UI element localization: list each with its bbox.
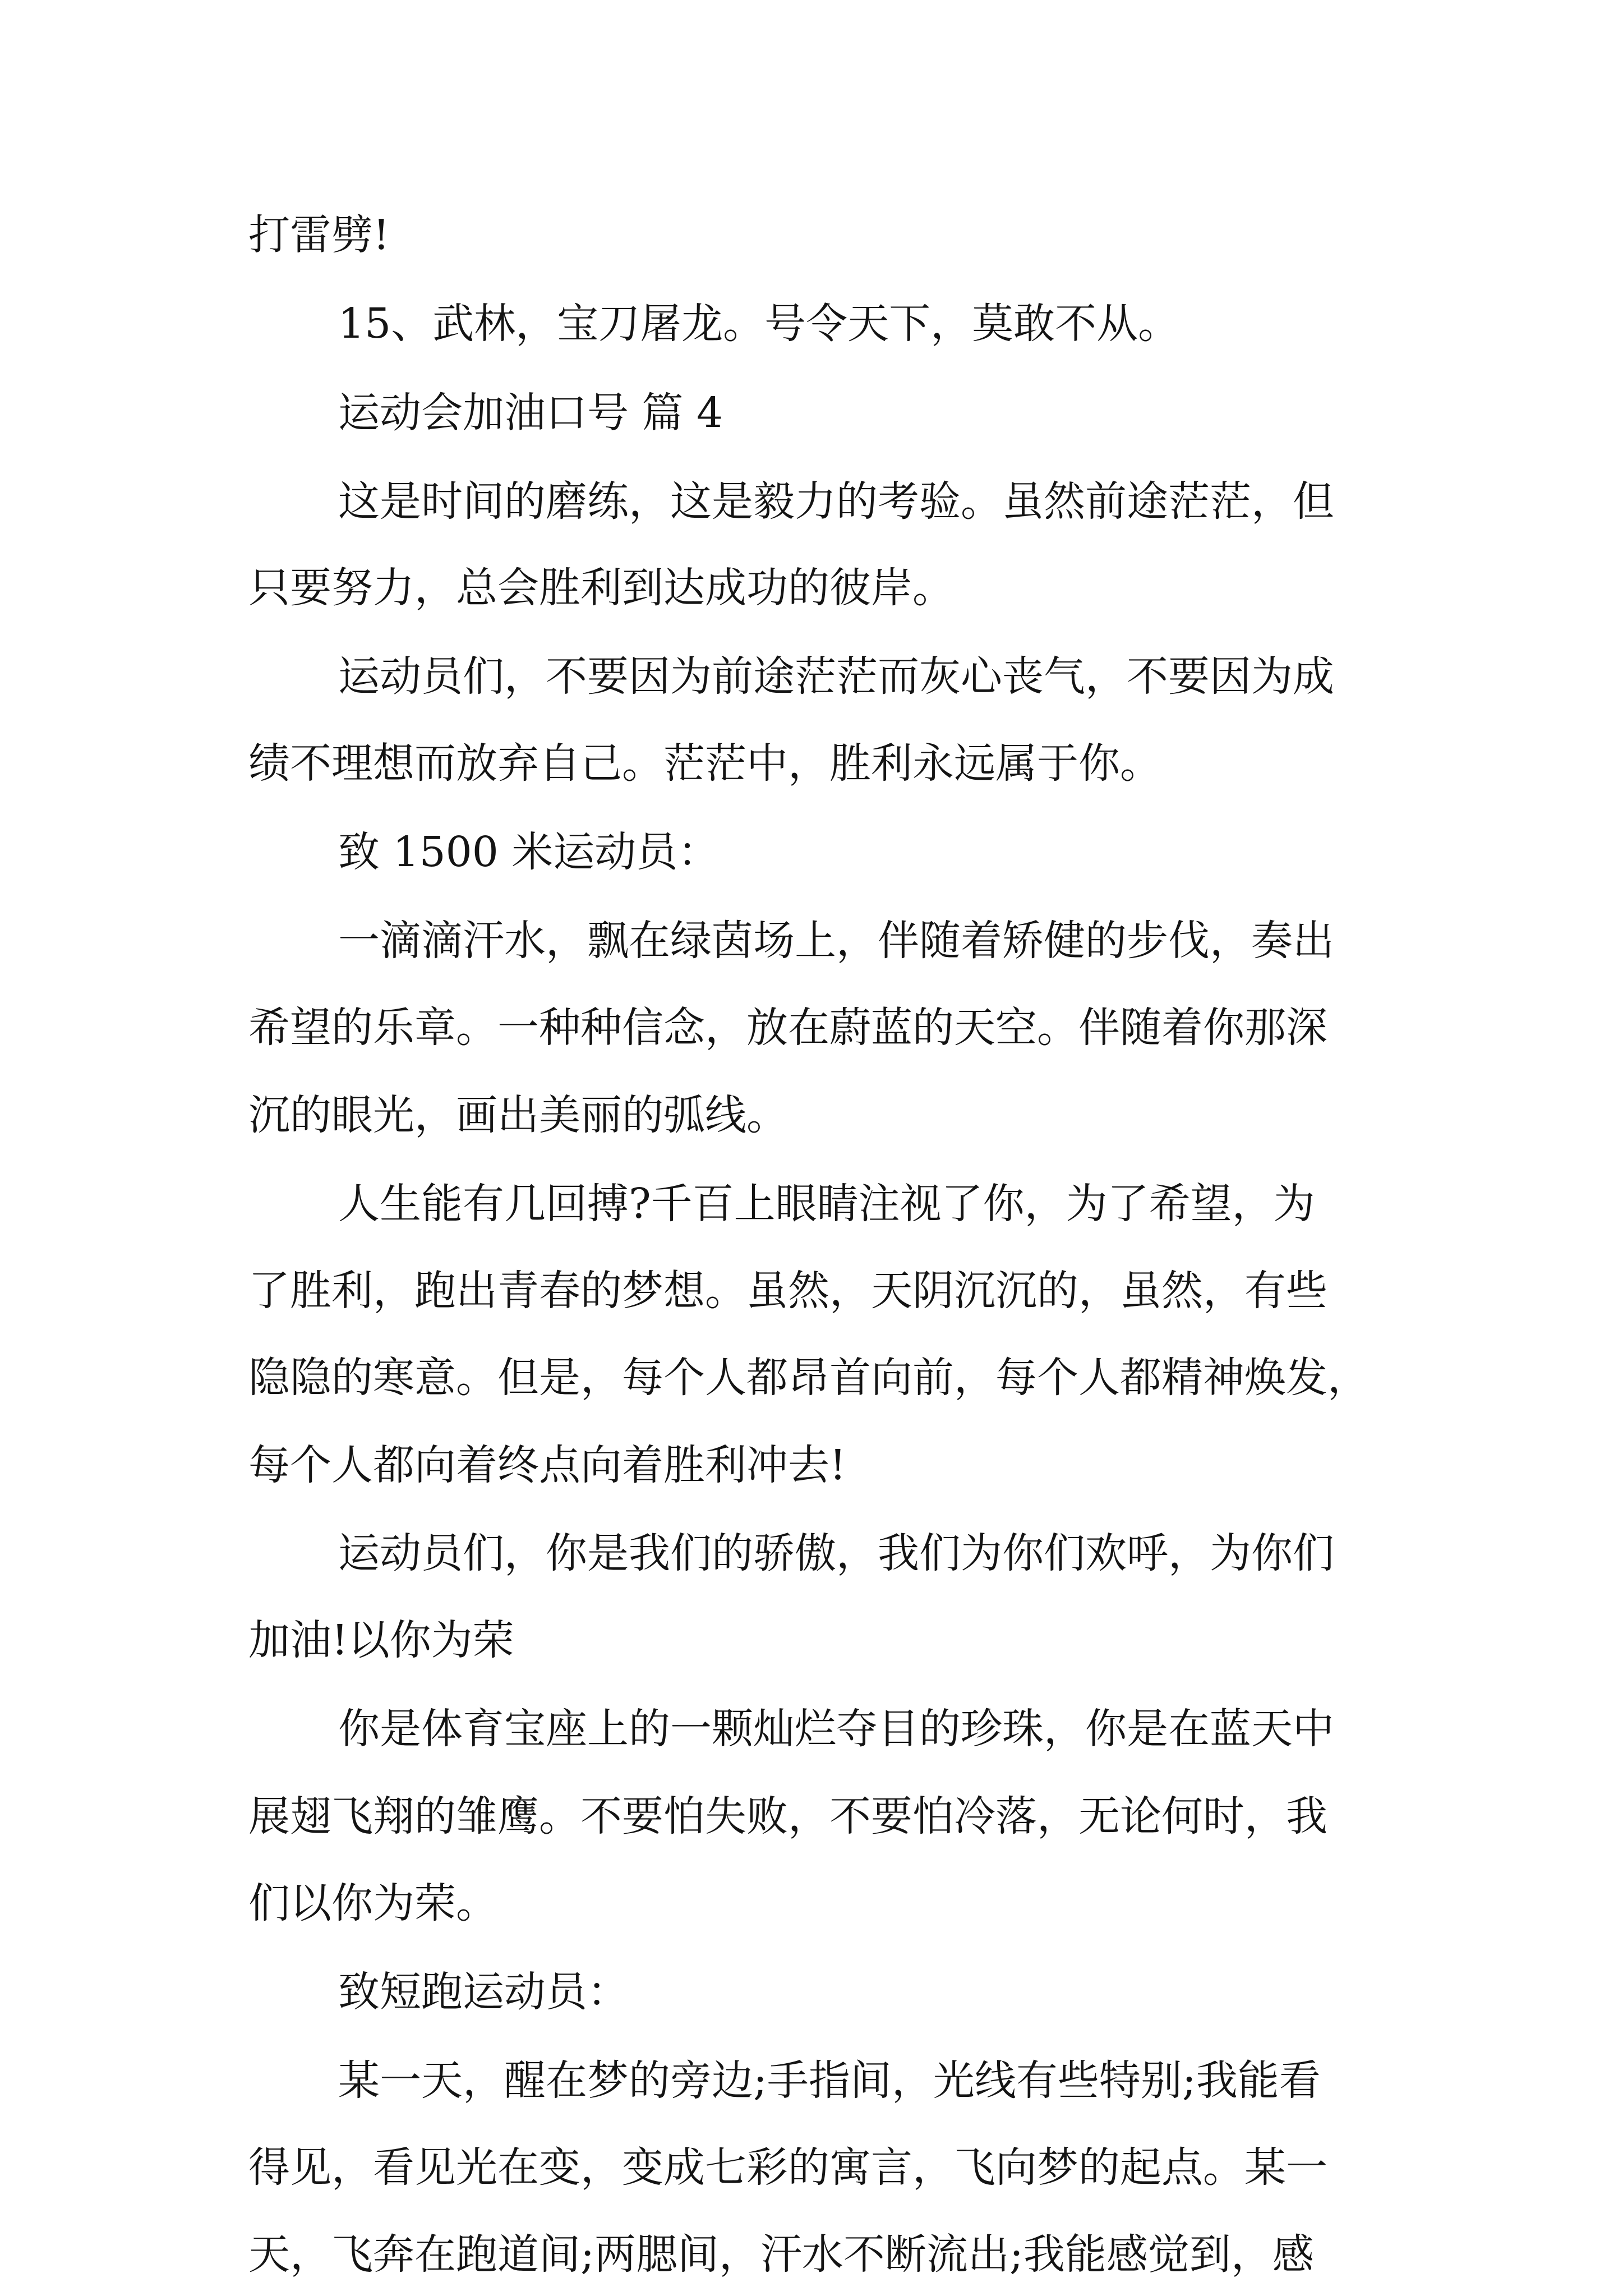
paragraph-line: 加油!以你为荣 xyxy=(248,1616,514,1664)
paragraph-line: 只要努力，总会胜利到达成功的彼岸。 xyxy=(248,564,954,612)
paragraph-line: 一滴滴汗水，飘在绿茵场上，伴随着矫健的步伐，奏出 xyxy=(338,917,1334,965)
paragraph-line: 沉的眼光，画出美丽的弧线。 xyxy=(248,1091,788,1139)
paragraph-line: 这是时间的磨练，这是毅力的考验。虽然前途茫茫，但 xyxy=(338,477,1334,526)
paragraph-line: 某一天，醒在梦的旁边;手指间，光线有些特别;我能看 xyxy=(338,2056,1321,2105)
subsection-heading: 致 1500 米运动员： xyxy=(338,828,720,876)
paragraph-line: 隐隐的寒意。但是，每个人都昂首向前，每个人都精神焕发， xyxy=(248,1354,1369,1402)
paragraph-line: 了胜利，跑出青春的梦想。虽然，天阴沉沉的，虽然，有些 xyxy=(248,1267,1327,1315)
text-line: 打雷劈! xyxy=(248,211,390,259)
paragraph-line: 运动员们，你是我们的骄傲，我们为你们欢呼，为你们 xyxy=(338,1529,1334,1577)
paragraph-line: 运动员们，不要因为前途茫茫而灰心丧气，不要因为成 xyxy=(338,652,1334,701)
section-heading: 运动会加油口号 篇 4 xyxy=(338,389,723,437)
paragraph-line: 天，飞奔在跑道间;两腮间，汗水不断流出;我能感觉到，感 xyxy=(248,2230,1314,2279)
paragraph-line: 展翅飞翔的雏鹰。不要怕失败，不要怕冷落，无论何时，我 xyxy=(248,1792,1327,1841)
paragraph-line: 你是体育宝座上的一颗灿烂夺目的珍珠，你是在蓝天中 xyxy=(338,1705,1334,1753)
paragraph-line: 绩不理想而放弃自己。茫茫中，胜利永远属于你。 xyxy=(248,739,1161,788)
paragraph-line: 人生能有几回搏?千百上眼睛注视了你，为了希望，为 xyxy=(338,1180,1315,1228)
paragraph-line: 每个人都向着终点向着胜利冲去! xyxy=(248,1441,846,1489)
paragraph-line: 希望的乐章。一种种信念，放在蔚蓝的天空。伴随着你那深 xyxy=(248,1004,1327,1052)
subsection-heading: 致短跑运动员： xyxy=(338,1968,629,2016)
paragraph-line: 得见，看见光在变，变成七彩的寓言，飞向梦的起点。某一 xyxy=(248,2143,1327,2192)
list-item: 15、武林，宝刀屠龙。号令天下，莫敢不从。 xyxy=(338,300,1180,348)
paragraph-line: 们以你为荣。 xyxy=(248,1879,497,1927)
